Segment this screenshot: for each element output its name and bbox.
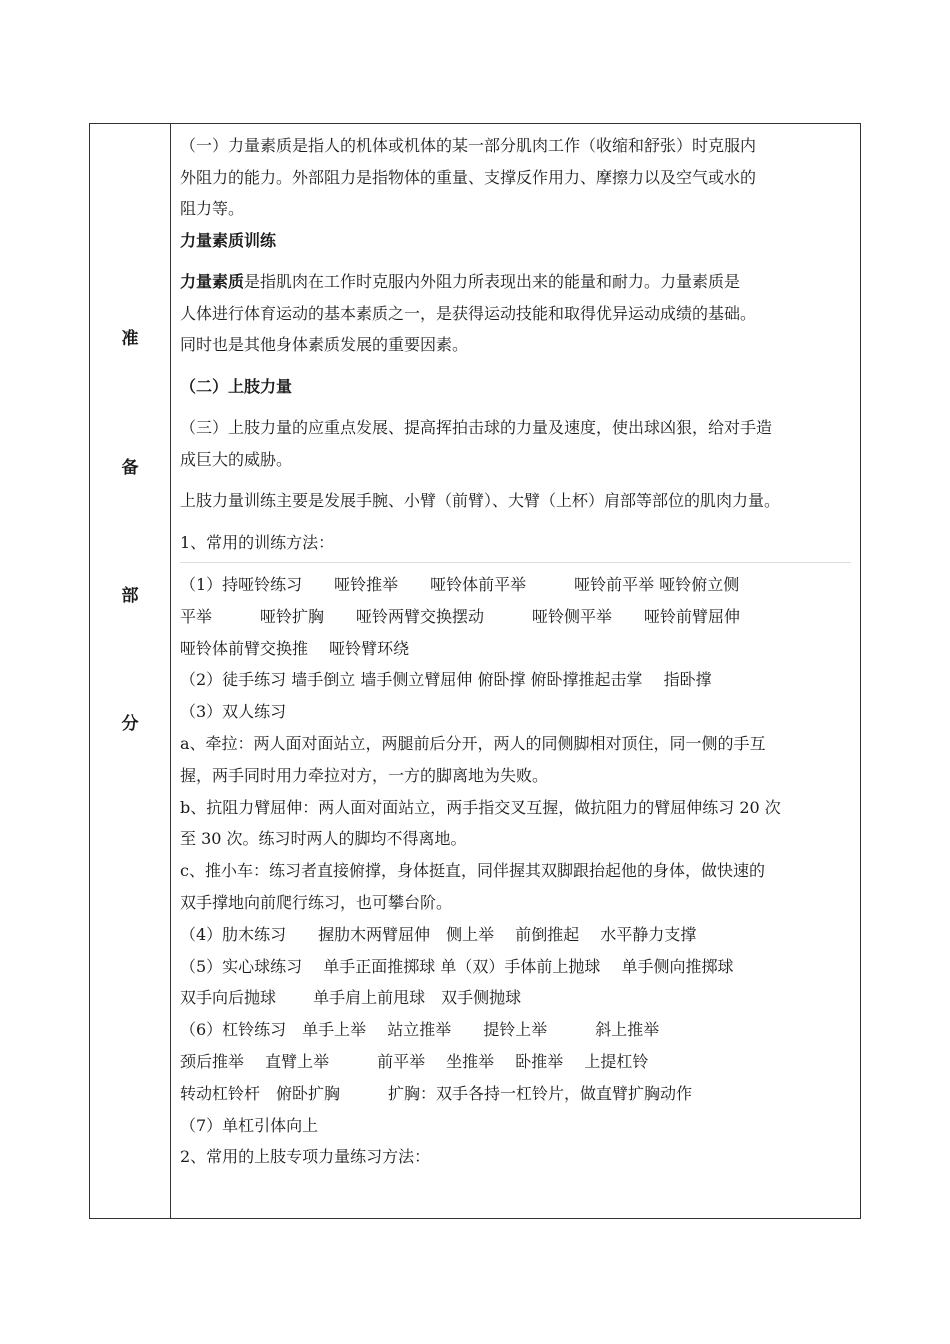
method-bodyweight: （2）徒手练习 墙手倒立 墙手侧立臂屈伸 俯卧撑 俯卧撑推起击掌 指卧撑 xyxy=(180,670,712,690)
partner-item-b: b、抗阻力臂屈伸：两人面对面站立，两手指交叉互握，做抗阻力的臂屈伸练习 20 次 xyxy=(180,797,781,817)
text-line: 外阻力的能力。外部阻力是指物体的重量、支撑反作用力、摩擦力以及空气或水的 xyxy=(180,167,757,187)
method-barbell: （6）杠铃练习 单手上举 站立推举 提铃上举 斜上推举 xyxy=(180,1020,660,1040)
methods-list xyxy=(180,569,851,1173)
text-line: 同时也是其他身体素质发展的重要因素。 xyxy=(180,335,469,354)
method-wall-bars: （4）肋木练习 握肋木两臂屈伸 侧上举 前倒推起 水平静力支撑 xyxy=(180,924,697,944)
text-line: 握，两手同时用力牵拉对方，一方的脚离地为失败。 xyxy=(180,765,549,785)
text-line: 双手撑地向前爬行练习，也可攀台阶。 xyxy=(180,892,453,912)
text-line: 平举 哑铃扩胸 哑铃两臂交换摆动 哑铃侧平举 哑铃前臂屈伸 xyxy=(180,606,741,626)
partner-item-a: a、牵拉：两人面对面站立，两腿前后分开，两人的同侧脚相对顶住，同一侧的手互 xyxy=(180,733,766,753)
heading-strength-training: 力量素质训练 xyxy=(180,230,277,250)
methods-title: 1、常用的训练方法： xyxy=(180,532,335,552)
method-medicine-ball: （5）实心球练习 单手正面推掷球 单（双）手体前上抛球 单手侧向推掷球 xyxy=(180,956,734,976)
point-three-paragraph xyxy=(180,412,851,475)
intro-paragraph xyxy=(180,130,851,225)
definition-term: 力量素质 xyxy=(180,272,245,291)
method-dumbbell: （1）持哑铃练习 哑铃推举 哑铃体前平举 哑铃前平举 哑铃俯立侧 xyxy=(180,575,740,594)
text-line: 哑铃体前臂交换推 哑铃臂环绕 xyxy=(180,638,410,658)
section-label-column xyxy=(90,124,171,1218)
text-line: 双手向后抛球 单手肩上前甩球 双手侧抛球 xyxy=(180,988,522,1008)
section-label-char: 部 xyxy=(121,586,139,606)
methods-two-title: 2、常用的上肢专项力量练习方法： xyxy=(180,1147,431,1167)
text-line: 阻力等。 xyxy=(180,199,245,218)
section-label-char: 分 xyxy=(121,714,139,734)
section-label-char: 备 xyxy=(121,458,139,478)
text-line: （一）力量素质是指人的机体或机体的某一部分肌肉工作（收缩和舒张）时克服内 xyxy=(180,136,757,155)
text-line: 人体进行体育运动的基本素质之一，是获得运动技能和取得优异运动成绩的基础。 xyxy=(180,303,757,323)
method-pull-up: （7）单杠引体向上 xyxy=(180,1115,319,1135)
text-line: 转动杠铃杆 俯卧扩胸 扩胸：双手各持一杠铃片，做直臂扩胸动作 xyxy=(180,1083,693,1103)
method-partner: （3）双人练习 xyxy=(180,702,287,722)
definition-text: 是指肌肉在工作时克服内外阻力所表现出来的能量和耐力。力量素质是 xyxy=(244,272,741,291)
text-line: 成巨大的威胁。 xyxy=(180,449,293,469)
divider xyxy=(180,562,851,563)
partner-item-c: c、推小车：练习者直接俯撑，身体挺直，同伴握其双脚跟抬起他的身体，做快速的 xyxy=(180,861,765,881)
content-cell xyxy=(171,124,860,1218)
summary-line: 上肢力量训练主要是发展手腕、小臂（前臂）、大臂（上杯）肩部等部位的肌肉力量。 xyxy=(180,491,781,510)
text-line: 颈后推举 直臂上举 前平举 坐推举 卧推举 上提杠铃 xyxy=(180,1051,649,1071)
lesson-table xyxy=(89,123,861,1219)
text-line: 至 30 次。练习时两人的脚均不得离地。 xyxy=(180,829,467,849)
heading-upper-limb: （二）上肢力量 xyxy=(180,376,293,396)
text-line: （三）上肢力量的应重点发展、提高挥拍击球的力量及速度，使出球凶狠，给对手造 xyxy=(180,418,773,437)
definition-paragraph xyxy=(180,266,851,361)
section-label-char: 准 xyxy=(121,329,139,349)
